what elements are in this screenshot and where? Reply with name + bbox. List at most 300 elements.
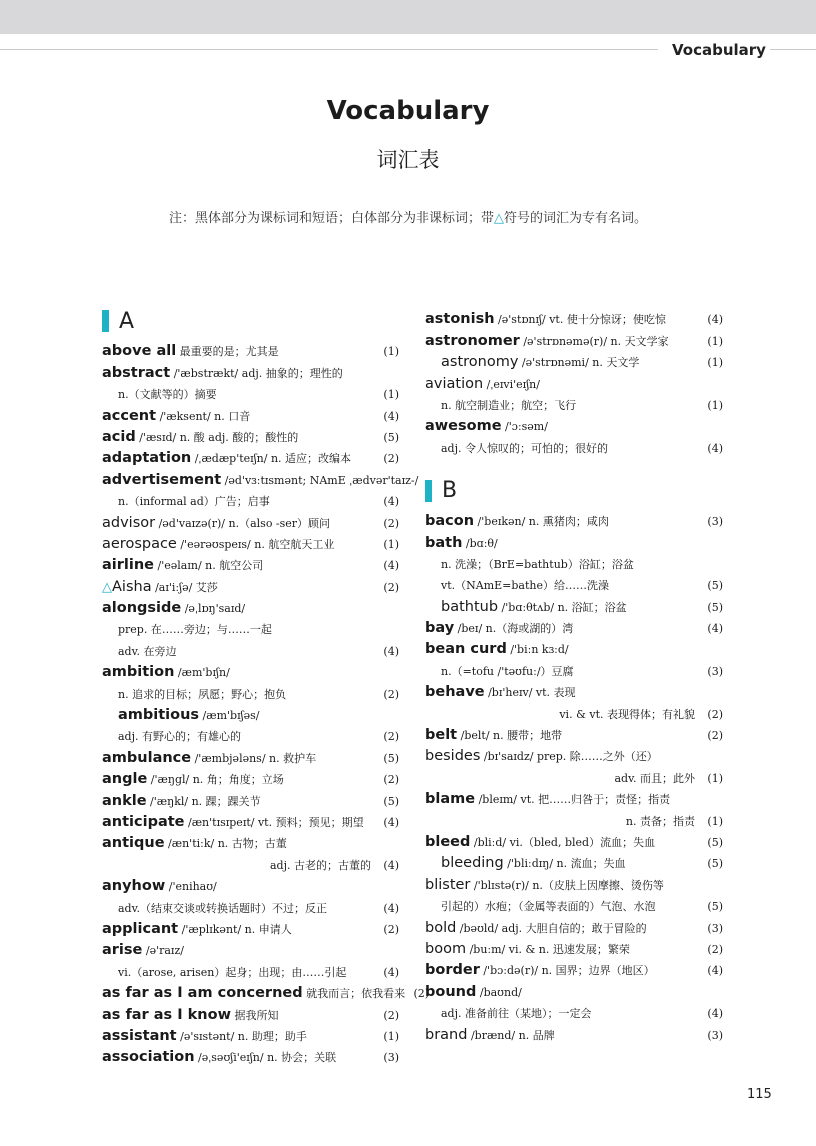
unit-number: (4): [383, 815, 399, 829]
unit-number: (3): [707, 664, 723, 678]
vocab-line: [102, 338, 399, 359]
section-heading-b: [425, 476, 723, 506]
unit-number: (1): [707, 356, 723, 370]
vocab-line: [102, 488, 399, 509]
unit-number: (2): [383, 580, 399, 594]
unit-number: (3): [707, 515, 723, 529]
entry-text: [425, 708, 699, 722]
unit-number: (2): [383, 687, 399, 701]
vocab-line: [102, 659, 399, 680]
left-column: [102, 306, 430, 1066]
section-letter: B: [442, 478, 458, 504]
vocab-line: [425, 572, 723, 593]
header-rule: [0, 49, 658, 50]
vocab-line: [425, 936, 723, 957]
headword: ambitious: [118, 707, 200, 724]
unit-number: (2): [707, 707, 723, 721]
vocab-line: [102, 466, 419, 488]
right-column: [425, 306, 723, 1043]
vocab-line: [425, 392, 723, 413]
entry-text: [425, 878, 699, 893]
vocab-line: [102, 595, 399, 616]
vocab-line: [425, 807, 723, 828]
entry-text: [425, 355, 699, 370]
vocab-line: [102, 851, 399, 872]
entry-text: [102, 580, 375, 595]
definition: /ˌædæp'teɪʃn/ n. 适应；改编本: [191, 452, 352, 466]
unit-number: (5): [383, 751, 399, 765]
definition: /beɪ/ n.（海或湖的）湾: [454, 622, 574, 636]
unit-number: (1): [707, 771, 723, 785]
unit-number: (1): [383, 1029, 399, 1043]
definition: /baʊnd/: [476, 985, 522, 999]
entry-text: [425, 921, 699, 936]
unit-number: (1): [383, 345, 399, 359]
unit-number: (1): [707, 334, 723, 348]
headword: alongside: [102, 600, 182, 617]
section-heading-a: [102, 306, 399, 336]
unit-number: (4): [383, 409, 399, 423]
entry-text: [102, 794, 375, 809]
vocab-line: [425, 786, 723, 807]
vocab-line: [102, 916, 399, 937]
vocab-line: [102, 809, 399, 830]
unit-number: (3): [383, 1051, 399, 1065]
vocab-line: [102, 1044, 399, 1065]
headword: aerospace: [102, 535, 177, 552]
entry-text: [102, 645, 375, 659]
definition: /'æbstrækt/ adj. 抽象的；理性的: [170, 366, 343, 380]
vocab-line: [102, 573, 399, 594]
definition: /'bɔːdə(r)/ n. 国界；边界（地区）: [479, 964, 655, 978]
section-letter: A: [119, 308, 135, 334]
definition: /'æŋkl/ n. 踝；踝关节: [146, 794, 261, 808]
headword: arise: [102, 942, 143, 959]
running-header: Vocabulary: [672, 41, 766, 59]
definition: 引起的）水疱；（金属等表面的）气泡、水泡: [441, 900, 656, 914]
definition: /æm'bɪʃəs/: [199, 709, 260, 723]
entry-text: [102, 879, 375, 894]
headword: ambition: [102, 664, 175, 681]
vocab-line: [102, 616, 399, 637]
definition: /'eərəʊspeɪs/ n. 航空航天工业: [176, 537, 335, 551]
vocab-line: [425, 306, 723, 327]
top-band: [0, 0, 816, 34]
entry-text: [425, 642, 699, 657]
vocab-line: [102, 937, 399, 958]
vocab-line: [102, 680, 399, 701]
page-number: 115: [747, 1087, 772, 1102]
headword: brand: [425, 1026, 468, 1043]
vocab-line: [102, 894, 399, 915]
unit-number: (5): [383, 430, 399, 444]
vocab-line: [102, 531, 399, 552]
section-bar: [102, 310, 109, 332]
definition: /'blɪstə(r)/ n.（皮肤上因摩擦、烫伤等: [470, 878, 664, 892]
definition: /'bliːdɪŋ/ n. 流血；失血: [503, 857, 626, 871]
definition: /ˌeɪvi'eɪʃn/: [483, 377, 540, 391]
unit-number: (2): [383, 773, 399, 787]
entry-text: [102, 623, 375, 637]
vocab-line: [425, 978, 723, 999]
unit-number: (4): [707, 622, 723, 636]
legend-note: [0, 207, 816, 226]
headword: anticipate: [102, 813, 185, 830]
entry-text: [425, 835, 699, 850]
entry-text: [425, 399, 699, 413]
unit-number: (1): [707, 398, 723, 412]
note-before: 注：黑体部分为课标词和短语；白体部分为非课标词；带: [168, 211, 494, 226]
entry-text: [102, 902, 375, 916]
entry-list-b: [425, 508, 723, 1043]
definition: /ə'sɪstənt/ n. 助理；助手: [176, 1029, 307, 1043]
headword: aviation: [425, 375, 484, 392]
definition: /brænd/ n. 品牌: [467, 1028, 555, 1042]
entry-text: [425, 558, 699, 572]
vocab-line: [102, 723, 399, 744]
vocab-line: [102, 873, 399, 894]
definition: /bɑːθ/: [462, 536, 498, 550]
entry-text: [102, 688, 375, 702]
definition: /'æŋgl/ n. 角；角度；立场: [147, 773, 284, 787]
headword: astonish: [425, 311, 495, 328]
vocab-line: [102, 744, 399, 765]
headword: bleed: [425, 833, 471, 850]
vocab-line: [425, 893, 723, 914]
headword: blame: [425, 791, 476, 808]
headword: bleeding: [441, 855, 504, 872]
vocab-line: [102, 402, 399, 423]
entry-text: [425, 600, 699, 615]
entry-text: [102, 836, 375, 851]
headword: bathtub: [441, 598, 499, 615]
vocab-line: [102, 359, 399, 380]
entry-text: [102, 665, 375, 680]
definition: /aɪ'iːʃə/ 艾莎: [151, 580, 218, 594]
vocab-line: [425, 957, 723, 978]
triangle-icon: △: [102, 579, 112, 595]
unit-number: (2): [383, 1008, 399, 1022]
entry-text: [102, 1008, 375, 1023]
headword: advisor: [102, 514, 156, 531]
headword: above all: [102, 343, 177, 360]
definition: /æn'tiːk/ n. 古物；古董: [164, 837, 287, 851]
definition: adj. 令人惊叹的；可怕的；很好的: [441, 441, 609, 455]
definition: /ə'raɪz/: [142, 944, 184, 958]
unit-number: (2): [707, 729, 723, 743]
definition: /bleɪm/ vt. 把……归咎于；责怪；指责: [475, 793, 671, 807]
definition: n.（=tofu /'təʊfuː/）豆腐: [441, 664, 574, 678]
entry-text: [102, 516, 375, 531]
entry-text: [102, 1029, 375, 1044]
unit-number: (2): [383, 922, 399, 936]
entry-text: [425, 579, 699, 593]
definition: adv. 在旁边: [118, 644, 177, 658]
entry-text: [425, 900, 699, 914]
vocab-line: [425, 593, 723, 614]
entry-text: [425, 514, 699, 529]
headword: besides: [425, 748, 481, 765]
definition: vi.（arose, arisen）起身；出现；由……引起: [118, 965, 347, 979]
definition: /əˌlɒŋ'saɪd/: [181, 602, 246, 616]
unit-number: (2): [707, 942, 723, 956]
vocab-line: [425, 508, 723, 529]
definition: /ə'strɒnəmi/ n. 天文学: [518, 356, 640, 370]
definition: /'æsɪd/ n. 酸 adj. 酸的；酸性的: [135, 430, 299, 444]
headword: behave: [425, 684, 485, 701]
vocab-line: [102, 509, 399, 530]
headword: bay: [425, 620, 455, 637]
vocab-line: [425, 657, 723, 678]
definition: /'bɑːθtʌb/ n. 浴缸；浴盆: [498, 600, 627, 614]
unit-number: (2): [413, 987, 430, 1001]
entry-text: [102, 601, 375, 616]
definition: 就我而言；依我看来: [302, 987, 406, 1001]
entry-text: [102, 859, 375, 873]
definition: /ə'strɒnəmə(r)/ n. 天文学家: [519, 334, 669, 348]
header-rule-right: [770, 49, 816, 50]
vocab-line: [425, 413, 723, 434]
unit-number: (5): [707, 857, 723, 871]
vocab-line: [102, 702, 399, 723]
definition: /əd'vɜːtɪsmənt; NAmE ˌædvər'taɪz-/: [221, 473, 419, 487]
vocab-line: [425, 850, 723, 871]
page-title: Vocabulary: [326, 96, 490, 126]
headword: as far as I am concerned: [102, 985, 303, 1002]
headword: astronomy: [441, 354, 519, 371]
unit-number: (4): [383, 965, 399, 979]
entry-text: [425, 377, 699, 392]
entry-text: [425, 772, 699, 786]
note-after: 符号的词汇为专有名词。: [504, 211, 648, 226]
headword: antique: [102, 835, 165, 852]
definition: /'beɪkən/ n. 熏猪肉；咸肉: [474, 515, 609, 529]
entry-text: [425, 815, 699, 829]
vocab-line: [425, 722, 723, 743]
vocab-line: [425, 434, 723, 455]
entry-text: [102, 430, 375, 445]
headword: adaptation: [102, 450, 192, 467]
definition: /əˌsəʊʃi'eɪʃn/ n. 协会；关联: [194, 1051, 337, 1065]
headword: anyhow: [102, 878, 166, 895]
entry-text: [425, 856, 699, 871]
definition: prep. 在……旁边；与……一起: [118, 623, 272, 637]
triangle-icon: △: [494, 211, 504, 226]
entry-text: [102, 366, 375, 381]
unit-number: (2): [383, 452, 399, 466]
unit-number: (1): [383, 537, 399, 551]
entry-text: [102, 986, 405, 1001]
headword: bold: [425, 919, 457, 936]
definition: n. 洗澡；（BrE=bathtub）浴缸；浴盆: [441, 557, 634, 571]
definition: /bəʊld/ adj. 大胆自信的；敢于冒险的: [456, 921, 647, 935]
definition: /'æksent/ n. 口音: [156, 409, 251, 423]
unit-number: (3): [707, 921, 723, 935]
vocab-line: [425, 1021, 723, 1042]
unit-number: (4): [383, 901, 399, 915]
entry-text: [102, 451, 375, 466]
unit-number: (2): [383, 730, 399, 744]
headword: ambulance: [102, 749, 192, 766]
unit-number: (5): [707, 600, 723, 614]
unit-number: (5): [383, 794, 399, 808]
entry-text: [425, 334, 699, 349]
unit-number: (4): [383, 644, 399, 658]
definition: n. 责备；指责: [625, 814, 695, 828]
headword: applicant: [102, 920, 179, 937]
vocab-line: [425, 370, 723, 391]
entry-text: [102, 495, 375, 509]
headword: astronomer: [425, 332, 520, 349]
entry-text: [425, 419, 699, 434]
unit-number: (4): [383, 559, 399, 573]
headword: border: [425, 962, 480, 979]
unit-number: (2): [383, 516, 399, 530]
entry-text: [102, 922, 375, 937]
entry-text: [425, 963, 699, 978]
vocab-line: [425, 829, 723, 850]
entry-text: [425, 621, 699, 636]
definition: 最重要的是；尤其是: [176, 345, 279, 359]
entry-text: [425, 442, 699, 456]
unit-number: (5): [707, 579, 723, 593]
entry-text: [102, 409, 375, 424]
definition: vt.（NAmE=bathe）给……洗澡: [441, 579, 609, 593]
headword: angle: [102, 771, 148, 788]
vocab-line: [102, 445, 399, 466]
vocab-line: [102, 787, 399, 808]
entry-text: [102, 344, 375, 359]
headword: abstract: [102, 364, 171, 381]
definition: n. 追求的目标；夙愿；野心；抱负: [118, 687, 287, 701]
vocab-line: [425, 1000, 723, 1021]
vocab-line: [425, 871, 723, 892]
vocab-line: [425, 700, 723, 721]
entry-text: [102, 772, 375, 787]
unit-number: (4): [707, 1007, 723, 1021]
headword: bound: [425, 983, 477, 1000]
unit-number: (4): [707, 441, 723, 455]
entry-text: [425, 749, 699, 764]
definition: adj. 古老的；古董的: [269, 858, 371, 872]
headword: bacon: [425, 513, 475, 530]
entry-text: [425, 536, 699, 551]
headword: ankle: [102, 792, 147, 809]
vocab-line: [102, 1001, 399, 1022]
entry-text: [425, 792, 699, 807]
vocab-line: [102, 830, 399, 851]
definition: /əd'vaɪzə(r)/ n.（also -ser）顾问: [155, 516, 331, 530]
definition: adv. 而且；此外: [614, 771, 695, 785]
entry-text: [425, 312, 699, 327]
entry-text: [425, 942, 699, 957]
definition: /'æplɪkənt/ n. 申请人: [178, 922, 292, 936]
entry-text: [102, 730, 375, 744]
entry-list-a-continued: [425, 306, 723, 456]
definition: /bɪ'saɪdz/ prep. 除……之外（还）: [480, 750, 658, 764]
vocab-line: [102, 637, 399, 658]
definition: /ə'stɒnɪʃ/ vt. 使十分惊讶；使吃惊: [494, 313, 666, 327]
definition: 据我所知: [231, 1008, 279, 1022]
vocab-line: [425, 349, 723, 370]
definition: /bɪ'heɪv/ vt. 表现: [484, 686, 576, 700]
vocab-line: [425, 743, 723, 764]
definition: /buːm/ vi. & n. 迅速发展；繁荣: [466, 942, 630, 956]
definition: adj. 有野心的；有雄心的: [118, 730, 242, 744]
entry-text: [102, 473, 418, 488]
entry-text: [102, 943, 375, 958]
headword: association: [102, 1049, 195, 1066]
unit-number: (1): [383, 388, 399, 402]
unit-number: (4): [707, 964, 723, 978]
vocab-line: [102, 766, 399, 787]
entry-text: [425, 685, 699, 700]
page-subtitle: 词汇表: [376, 148, 440, 172]
entry-text: [102, 537, 375, 552]
vocab-line: [425, 529, 723, 550]
unit-number: (5): [707, 835, 723, 849]
unit-number: (5): [707, 900, 723, 914]
definition: /'ɔːsəm/: [501, 420, 548, 434]
entry-text: [102, 1050, 375, 1065]
headword: awesome: [425, 418, 502, 435]
definition: /'æmbjələns/ n. 救护车: [191, 751, 317, 765]
vocab-line: [425, 615, 723, 636]
definition: /'eəlaɪn/ n. 航空公司: [154, 559, 264, 573]
definition: vi. & vt. 表现得体；有礼貌: [559, 707, 695, 721]
unit-number: (3): [707, 1028, 723, 1042]
headword: accent: [102, 407, 157, 424]
definition: n. 航空制造业；航空；飞行: [441, 398, 577, 412]
section-bar: [425, 480, 432, 502]
entry-text: [425, 1028, 699, 1043]
entry-list-a: [102, 338, 430, 1066]
entry-text: [102, 966, 375, 980]
vocab-line: [102, 381, 399, 402]
headword: airline: [102, 557, 155, 574]
definition: /æm'bɪʃn/: [174, 666, 230, 680]
headword: as far as I know: [102, 1006, 231, 1023]
vocab-line: [425, 764, 723, 785]
unit-number: (4): [707, 313, 723, 327]
entry-text: [425, 665, 699, 679]
entry-text: [102, 388, 375, 402]
entry-text: [102, 708, 375, 723]
headword: assistant: [102, 1027, 177, 1044]
headword: Aisha: [112, 578, 152, 595]
headword: blister: [425, 876, 471, 893]
vocab-line: [425, 679, 723, 700]
entry-text: [425, 728, 699, 743]
vocab-line: [425, 327, 723, 348]
entry-text: [102, 751, 375, 766]
vocab-line: [102, 980, 430, 1002]
headword: boom: [425, 940, 467, 957]
headword: bath: [425, 534, 463, 551]
definition: n.（informal ad）广告；启事: [118, 495, 270, 509]
headword: bean curd: [425, 641, 507, 658]
headword: advertisement: [102, 471, 222, 488]
entry-text: [425, 1007, 699, 1021]
definition: /belt/ n. 腰带；地带: [457, 729, 563, 743]
entry-text: [425, 985, 699, 1000]
unit-number: (1): [707, 814, 723, 828]
definition: /æn'tɪsɪpeɪt/ vt. 预料；预见；期望: [184, 815, 364, 829]
definition: adj. 准备前往（某地）；一定会: [441, 1007, 592, 1021]
entry-text: [102, 815, 375, 830]
vocab-line: [425, 914, 723, 935]
definition: /'biːn kɜːd/: [506, 643, 569, 657]
